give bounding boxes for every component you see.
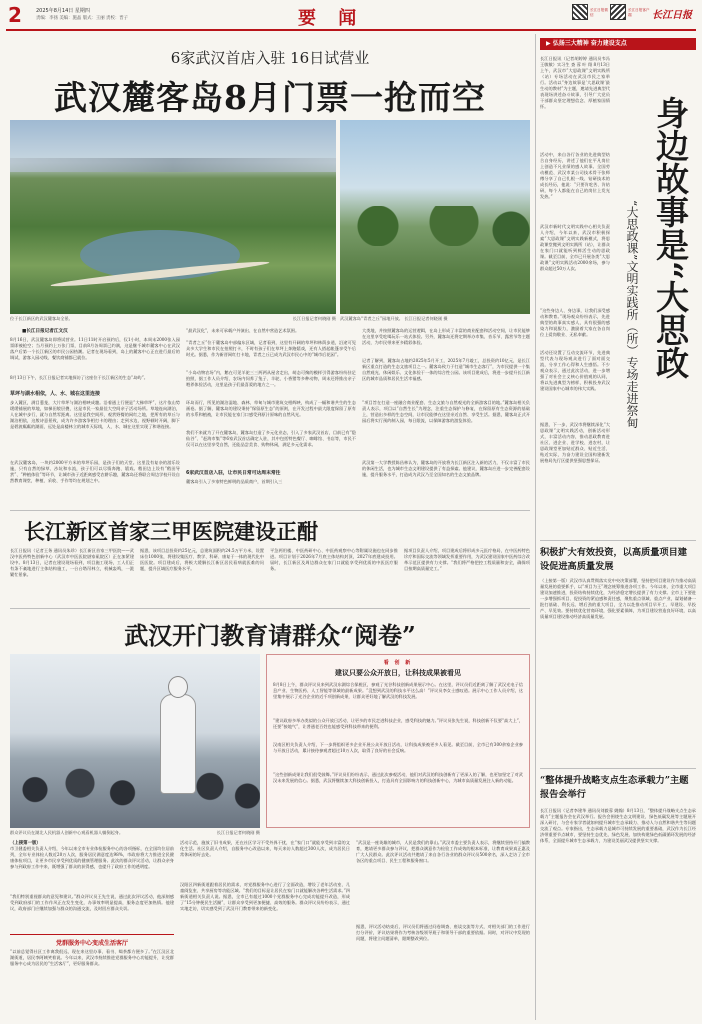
island-col3-b: 记者了解到，麓客岛占地约2025年5月开工，2025年7月竣工，总投资约10亿元，是长江新区重点打造的生态文旅项目之一。麓客岛致力于打造“城市生态客厅”，为市民提供一个集自然观光、休闲娱乐、文化体验于一体的综合性公园。该项目建成后，将进一步提升长江新区的城市品质和居民生活幸福感。: [362, 358, 530, 381]
island-photo-right: [340, 120, 530, 314]
sidebar-banner-text: ▶ 弘扬三大精神 奋力建设支点: [546, 40, 627, 47]
sidebar-divider-2: [540, 768, 696, 769]
inset-para-d: “这些创新成果让我们很受鼓舞。”评议员们纷纷表示，通过此次参观活动，他们对武汉的科技创新有了更深入的了解，也更加坚定了对武汉未来发展的信心。据悉，武汉将继续加大科技创新投入，打造具有全国影响力的科技创新中心，为城市高质量发展注入新的动能。: [273, 772, 523, 783]
inset-title: 建议只要公众开放日，让科技成果被看见: [335, 669, 461, 677]
hospital-col-3: 平急两用楼、中医药研中心、中医药观察中心等附属设施也在同步推进。项目计划于2026年7月底主体结构封顶，2027年底建成投用。届时，长江新区及周边群众在家门口就能享受到优质的中医医疗服务。: [270, 548, 398, 571]
sidebar-h2: 积极扩大有效投资，以高质量项目建设促进高质量发展: [540, 547, 687, 572]
island-col3-a: 大类地，并按照麓客岛的运营逻辑，在岛上形成了丰富的商业配套和活动空间，让市民能够在这里享受吃喝玩乐一站式体验。另外，麓客岛还将定期举办市集、音乐节、露营节等主题活动，为市民带来更多精彩体验。: [362, 328, 530, 345]
library-photo: [10, 654, 260, 828]
library-caption-credit: 长江日报记者何晓刚 摄: [216, 830, 260, 835]
sidebar-lede-f: 据悉，下一步，武汉市将继续深化“大思政课”文明实践活动，创新活动形式，丰富活动内容，推动思政教育进社区、进企业、进学校、进农村，让思政课堂更加贴近群众、贴近生活、贴近实际，为奋力建设全国构建新发展格局先行区提供坚强思想保证。: [540, 422, 610, 463]
island-col3-c: “项目旨在打造一座融合商业配套、生态文旅与自然观光的全新游客目的地。”麓客岛相关负责人表示，项目以“自然生长”为理念，注重生态保护与修复，在保留原有生态资源的基础上，营造出多样的生态空间，让市民能够在这里亲近自然、享受生活。据悉，麓客岛正式开园后将实行预约制入园，每日限流，以保障游客的游览体验。: [362, 400, 530, 423]
island-col2-e: 我们不来就为了开在麓客岛，麓客岛打造了多元化业态，引入了多家武汉首店，目前已有“隐仙谷”、“赶海市集”等6家武汉首店确定入驻，其中包括特色餐厅、咖啡馆、书店等，市民不仅可以在这里享受自然，还能品尝美食、购物休闲，满足多元化需求。: [186, 430, 356, 447]
sidebar-lede-col: [540, 56, 610, 516]
sidebar-h3-text: 长江日报讯（记者李建华 通讯员刘毅蓉 姚翰）8月13日，“整体提升战略支点生态承载力”主题报告会在武汉举行。报告会围绕生态文明建设、绿色低碳发展等主题展开深入研讨，与会专家学者就如何提升城市生态承载力、推动人与自然和谐共生等问题交流了观点。专家指出，生态承载力是城市可持续发展的重要基础，武汉作为长江经济带重要节点城市，要坚持生态优先、绿色发展，加快构建绿色低碳循环发展的经济体系，全面提升城市生态承载力，为建设美丽武汉提供坚实支撑。: [540, 808, 696, 843]
island-caption-right: [340, 316, 530, 322]
island-photo-left: [10, 120, 336, 314]
inset-para-b: “建议政府多举办类似的公众开放日活动，让更多的市民走进科技企业，感受科技的魅力。”评议员张先生说，科技创新不仅要“高大上”，还要“接地气”，让普通老百姓也能感受到科技带来的便利。: [273, 718, 523, 729]
date-line: 2025年8月14日 星期四: [36, 8, 90, 14]
library-col2-b: 汉阳区四新街道跟着居民的需求，对党群服务中心进行了全面改造，增设了老年活动室、儿童阅览室、共享厨房等功能区域。“我们的目标是让居民在家门口就能解决各种生活需求。”四新街道相关负责人说。据悉，全市已有超过1000个党群服务中心完成功能提升改造，形成了“15分钟便民生活圈”，让群众享受到更加便捷、高效的服务。群众评议员纷纷表示，通过实地走访，切实感受到了武汉开门教育带来的新变化。: [180, 882, 350, 911]
divider-1: [10, 510, 530, 511]
island-col3-d: 武汉第一大学教授陈昌林认为，麓客岛的开放将为长江新区注入新的活力，不仅丰富了市民的休闲生活，也为城市生态文明建设提供了有益探索。他建议，麓客岛应进一步完善配套设施，提升服务水平，打造成为武汉乃至全国知名的生态文旅品牌。: [362, 460, 530, 477]
sidebar-big-headline: 身边故事是“大思政: [651, 96, 690, 379]
hospital-col-2: 据悉，该项目总投资约25亿元，总建筑面积约24.5万平方米，设置床位1000张，将建设集医疗、教学、科研、康复于一体的现代化中医医院。项目建成后，将极大缓解长江新区居民看病就医难的问题，提升区域医疗服务水平。: [140, 548, 264, 571]
party-box-text: “以前总觉得社区工作离我很远，现在来这里办事、看书、喝茶都方便多了。”在江汉区北湖街道，居民李阿姨笑着说。今年以来，武汉市持续推进党群服务中心功能提升，让党群服务中心成为居民的“生活客厅”，更好服务群众。: [10, 949, 174, 966]
inset-tag: 看 创 新: [383, 660, 413, 666]
masthead: [0, 0, 702, 32]
library-caption: [10, 830, 260, 836]
app-label: 长江日报客户端: [628, 8, 650, 17]
app-qr: [610, 4, 626, 20]
island-kicker: 6家武汉首店入驻 16日试营业: [170, 49, 370, 67]
innovation-inset: [266, 654, 530, 828]
library-col2-a: 活动示范，施放了旧书成果，还在社区学习不受外界干扰，在“家门口”就能享受到丰富的文化生活。社区负责人介绍，自服务中心改造以来，每天来访人数超过300人次，成为居民日常休闲的好去处。: [180, 840, 350, 857]
hospital-col-1: 长江日报讯（记者王务 通讯员朱珍）长江新区首家三甲医院——武汉中医药特色创新中心（武汉市中医医院谌家矶院区）正在加紧建设中。8月13日，记者在建设现场看到，项目施工现场，工人们正有条不紊地进行主体结构施工，一台台塔吊林立，机械轰鸣，一派繁忙景象。: [10, 548, 134, 577]
wechat-qr: [572, 4, 588, 20]
sidebar-lede-b: 活动中，来自各行各业的先进典型结合自身经历，讲述了他们在平凡岗位上创造不凡业绩的感人故事。全国劳动模范、武汉市某公司技术骨干张师傅分享了自己扎根一线、钻研技术的成长经历，他说：“只要肯吃苦、肯钻研，每个人都能在自己的岗位上发光发热。”: [540, 152, 610, 199]
inset-para-a: 8月8日上午，群众评议员来到武汉东湖综合保税区，参观了光谷科技创新成果展示中心。在这里，评议员们近距离了解了武汉光电子信息产业、生物医药、人工智能等领域的最新成果。“没想到武汉的科技水平这么高！”评议员李女士感叹道。展示中心工作人员介绍，这里集中展示了光谷企业的近千项创新成果，让群众更好地了解武汉的科技发展。: [273, 682, 523, 699]
island-col2-c: “小岛动物农场”内，鹅在可见羊驼三三两两从屋舍走出，萌态可掬的模样引得游客纷纷驻足拍照，据工作人员介绍，农场内饲养了兔子、羊驼、小香猪等多种动物，周末还将推出亲子喂养体验活动，这里是孩子们最喜爱的地方之一。: [186, 370, 356, 387]
island-col2-b: “青者之丘”位于麓客岛中部偏东区域，记者看到，这里有开阔的草坪和林荫步道，沿途可见众多大学生和市民在拍照打卡，不时有孩子们在草坪上奔跑嬉戏，还有人搭起帐篷享受午后时光。据悉，作为新晋网红打卡地，青者之丘已成为武汉市民心中的“城市后花园”。: [186, 340, 356, 357]
caption-right-text: 武汉麓客岛“青者之丘”园地开放。: [340, 316, 403, 321]
party-box-title: 党群服务中心变成生活客厅: [55, 940, 128, 947]
caption-right-credit: 长江日报记者何晓刚 摄: [404, 316, 448, 321]
sidebar-banner: [540, 38, 696, 50]
divider-2: [10, 608, 530, 609]
library-col3-a: “武汉是一座英雄的城市，人民是我们的靠山。”武汉市委主要负责人表示，将继续坚持开门搞教育，邀请更多群众参与评议，把群众满意作为检验工作成效的根本标准，让教育成果真正惠及广大人民群众。此次评议活动共邀请了来自各行各业的群众评议员500余名，深入走访了全市各区的重点项目、民生工程和服务窗口。: [356, 840, 530, 863]
library-col-3: [356, 840, 530, 1020]
island-subhead-1: 草坪与湖水相依，人、水、城在这里连接: [10, 391, 101, 397]
wechat-label: 长江日报微信: [590, 8, 608, 17]
section-title: 要 闻: [298, 8, 365, 29]
island-col2-a: “最武汉化”，未来可承载户外演出、在自然中营造艺术氛围。: [186, 328, 300, 333]
sidebar-divider-1: [540, 540, 696, 541]
party-service-box: [10, 934, 174, 997]
caption-left-text: 位于长江新区的武汉麓客岛全景。: [10, 316, 73, 321]
skyline-shape: [10, 158, 336, 172]
library-headline: 武汉开门教育请群众“阅卷”: [124, 621, 416, 650]
sidebar-divider: [535, 34, 536, 1020]
sidebar-lede-c: 武汉市新时代文明实践中心相关负责人介绍，今年以来，武汉市积极探索“大思政课”文明实践新模式，将思政课堂搬到文明实践所（站），让群众在家门口就能听到鲜活生动的思政课。截至目前，全市已开展各类“大思政课”文明实践活动2000余场，参与群众超过50万人次。: [540, 224, 610, 271]
island-col-2: [186, 328, 356, 506]
hospital-col-4: 据项目负责人介绍，项目建成后将形成多元医疗格局，在中医药特色诊疗和国际交流等领域发挥重要作用，为武汉建设国家中医药综合改革示范区提供有力支撑。“我们将严格把控工程质量和安全，确保项目按期高质量完工。”: [404, 548, 530, 571]
library-col1-a: 市卫健委相关负责人介绍，今年以来全市专业体检服务中心的各项指标，在全国均位居前列，全年专业体检人数近20万人次，服务居民满意度达98%，市政府将大力推进全民健康体检项目，让更多市民享受到优质的健康管理服务。此次的群众评议活动，让群众亲身参与到政府工作中来，既增强了群众的获得感，也提升了政府工作的透明度。: [10, 846, 174, 869]
brand-logo: 长江日报: [652, 10, 692, 21]
sidebar-vertical-subhead: “大思政课”文明实践所（所）专场走进祭甸: [625, 200, 639, 429]
sidebar-lede-a: 长江日报讯（记者胡婷婷 通讯员韦冯 王敏敏）实习生 查 蓉 叶 翔 8月13日上午，武汉市“大思政课”文明实践所（站）专场活动在武汉市民之家举行。活动以“身边故事是‘大思政课’最生动的教材”为主题，邀请先进典型代表现场讲述奋斗故事，引导广大党员干部群众坚定理想信念、厚植家国情怀。: [540, 56, 610, 109]
library-col-2: [180, 840, 350, 1020]
island-col1-b: 8月13日下午，长江日报记者实地探访了这座位于长江新区的生态“岛屿”。: [10, 375, 148, 380]
trees-shape: [340, 206, 530, 246]
sidebar-h3: “整体提升战略支点生态承载力”主题报告会举行: [540, 775, 689, 800]
island-col-3: [362, 328, 530, 506]
robot-head: [168, 676, 188, 698]
hospital-headline: 长江新区首家三甲医院建设正酣: [24, 519, 318, 544]
inset-para-c: 汉南区相关负责人介绍，下一步将组织更多企业开展公众开放日活动，让科技成果被更多人看见。截至目前，全市已有300余家企业参与开放日活动，累计接待参观者超过10万人次，取得了良好的社会反响。: [273, 742, 523, 753]
island-col1-c: 步入麓区，满目葱茏，大片草坪与湖泊相映成趣。沿着通上行便是“大梯草坪”，这片依山势缓缓铺展的草地，如梯田般层叠，这是市民一家最佳大空间亲子活动场所。草地连向湖泊，人在城中步行，就与自然零距离。这里是我空间形，观赏野餐的网红之地，把所有的草丘与湖泊相依，这般诗意景致，成为许多游客争相打卡的理由；走到水边，视野顿时开阔，脚下是碧波粼粼的湖面，远处是高楼林立的城市天际线，人、水、城在这里实现了和谐连接。: [10, 400, 180, 429]
caption-left-credit: 长江日报记者何晓刚 摄: [292, 316, 336, 321]
sidebar-h2-text: （上接第一版）武汉市认真贯彻落实党中央决策部署，坚持把项目建设作为推动高质量发展的重要抓手，以“项目为王”理念统筹推进各项工作。今年以来，全市重大项目建设加速推进，投资结构持续优化，为经济稳定增长提供了有力支撑。全市上下要进一步增强抓项目、促投资的紧迫感和责任感，聚焦重点领域、重点产业，谋划储备一批打基础、利长远、增后劲的重大项目，全力以赴推动项目早开工、早建设、早投产、早见效。要持续优化营商环境，强化要素保障，为项目建设营造良好环境，以高质量项目建设推动经济高质量发展。: [540, 578, 696, 619]
island-col2-f: 麓客岛引入了多家特色鲜明的品质商户，首期引入三: [186, 479, 283, 484]
island-headline: 武汉麓客岛8月门票一抢而空: [54, 78, 486, 117]
crowd-shape: [10, 764, 260, 828]
library-source-tag: （上接第一版）: [10, 841, 41, 846]
library-col1-b: “我们特别重视群众的意见和建议。”群众评议员王先生说，通过此次评议活动，他深刻感受到政府部门的工作作风正在发生变化，办事效率明显提高，服务态度更加热情。他建议，政府部门应继续加强与群众的沟通交流，及时回应群众关切。: [10, 894, 174, 911]
island-col1-d: 在武汉麓客岛，一块约2000平方米的草坪乐园，是孩子们的天堂。这里没有复杂的游乐设施，只有自然的绿草、沙坑和水流，孩子们可以尽情奔跑、嬉戏。稻田边上设有“稻田导赏”、“种植体验”等环节，让城市孩子近距离感受农耕乐趣，麓客岛还将联合周边学校开设自然教育课堂，种植、采收、手作等均在规划之中。: [10, 460, 180, 483]
sidebar-lede-d: “这些身边人、身边事，让我们深受感动和教育。”现场观众纷纷表示，先进典型的故事真实感人，具有很强的感染力和说服力，激励着大家在各自岗位上爱岗敬业、无私奉献。: [540, 308, 610, 337]
island-col2-d: 环岛而行，所见的湖泊湿地、森林、草甸与城市建筑交相辉映，构成了一幅和谐共生的生态画卷。据了解，麓客岛的建设秉持“保留原生态”的原则，在开发过程中最大限度保留了原有的水系和植被，让市民能在家门口感受到原汁原味的自然风光。: [186, 400, 356, 417]
masthead-rule: [6, 29, 696, 31]
library-col-1: [10, 840, 174, 1020]
library-col3-b: 据悉，评议活动结束后，评议员们将通过问卷调查、座谈交流等方式，对相关部门的工作进行打分评价，评议结果将作为考核各级领导班子和领导干部的重要依据。同时，对评议中发现的问题，将建立问题清单，限期整改到位。: [356, 924, 530, 941]
sidebar-lede-e: 活动还设置了互动交流环节，先进典型代表与现场观众进行了面对面交流，分享工作心得和人生感悟。不少观众表示，通过此次活动，进一步增强了对社会主义核心价值观的认同，将以先进典型为榜样，积极投身武汉建设国家中心城市的伟大实践。: [540, 350, 610, 391]
island-col-1: [10, 326, 180, 506]
island-col1-a: 8月16日，武汉麓客岛即将试营业。11日11时开启预约后，仅1小时，本周末2000张入园票即被抢空；当月预约上万张门票，目前8月各周票已约满，这是继千城市麓客中心在武汉落户后第一个长江新区的市民公园热潮。记者在现场看到，岛上的麓客中心正在进行最后的调试，游客入园动线、餐饮商铺都已就位。: [10, 337, 180, 360]
island-subhead-2: 6家武汉首店入驻，让市民日常可达周末常往: [186, 471, 281, 476]
island-caption-left: [10, 316, 336, 322]
page-number: 2: [8, 3, 22, 27]
island-byline: ■长江日报记者江文汉: [22, 329, 68, 334]
library-caption-text: 群众评议员在湖北人民机器人创新中心观看机器人躺倒起身。: [10, 830, 124, 835]
editors-line: 责编：李扬 美编：施晶 版式：王丽 责校：晋子: [36, 16, 129, 21]
